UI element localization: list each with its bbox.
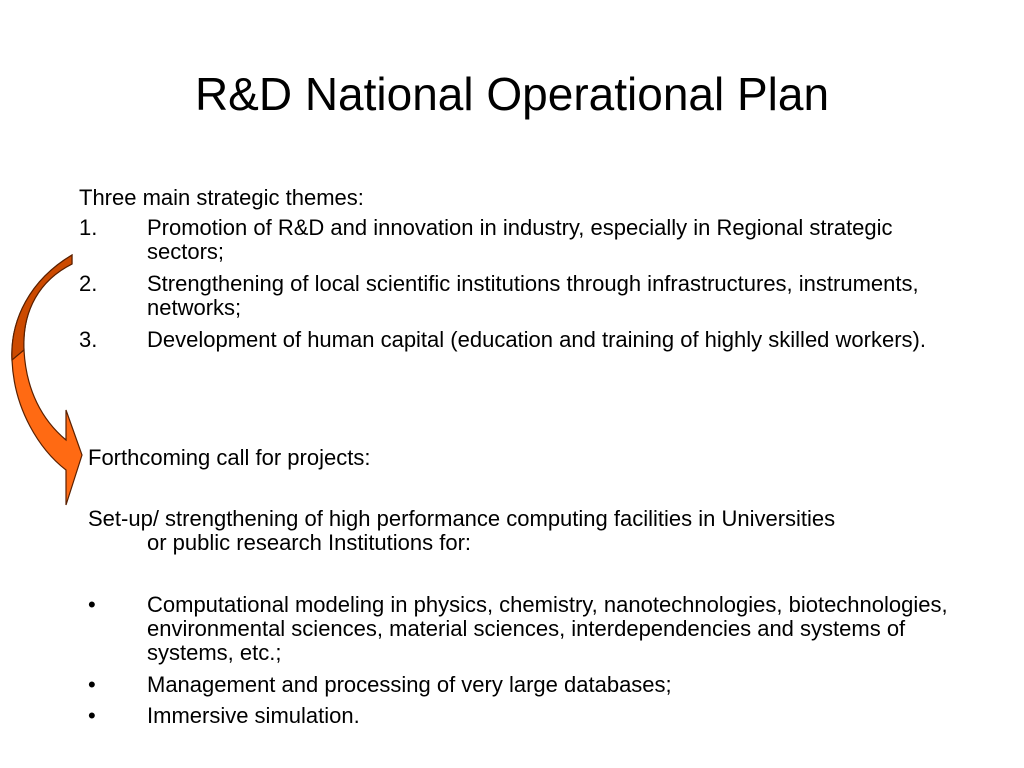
call-intro bbox=[88, 507, 968, 555]
theme-number: 3. bbox=[79, 327, 98, 352]
bullet-text: Computational modeling in physics, chemistry, nanotechnologies, biotechnologies, environmental sciences, material sciences, interdependencies and systems of systems, etc.; bbox=[147, 592, 948, 665]
theme-number: 2. bbox=[79, 271, 98, 296]
theme-text: Promotion of R&D and innovation in industry, especially in Regional strategic sectors; bbox=[147, 215, 893, 264]
bullet-text: Management and processing of very large databases; bbox=[147, 672, 672, 697]
call-intro-line1: Set-up/ strengthening of high performance computing facilities in Universities bbox=[88, 506, 836, 531]
bullet-text: Immersive simulation. bbox=[147, 703, 360, 728]
curved-arrow-body bbox=[12, 255, 82, 505]
call-intro-line2: or public research Institutions for: bbox=[147, 530, 472, 555]
theme-text: Strengthening of local scientific institutions through infrastructures, instruments, networks; bbox=[147, 271, 919, 320]
theme-number: 1. bbox=[79, 215, 98, 240]
curved-arrow-shade bbox=[12, 255, 72, 360]
slide-title: R&D National Operational Plan bbox=[194, 68, 830, 120]
bullet-marker: • bbox=[88, 592, 96, 617]
bullet-marker: • bbox=[88, 672, 96, 697]
call-heading: Forthcoming call for projects: bbox=[88, 445, 371, 470]
themes-intro: Three main strategic themes: bbox=[79, 185, 364, 210]
theme-text: Development of human capital (education and training of highly skilled workers). bbox=[147, 327, 926, 352]
bullet-marker: • bbox=[88, 703, 96, 728]
